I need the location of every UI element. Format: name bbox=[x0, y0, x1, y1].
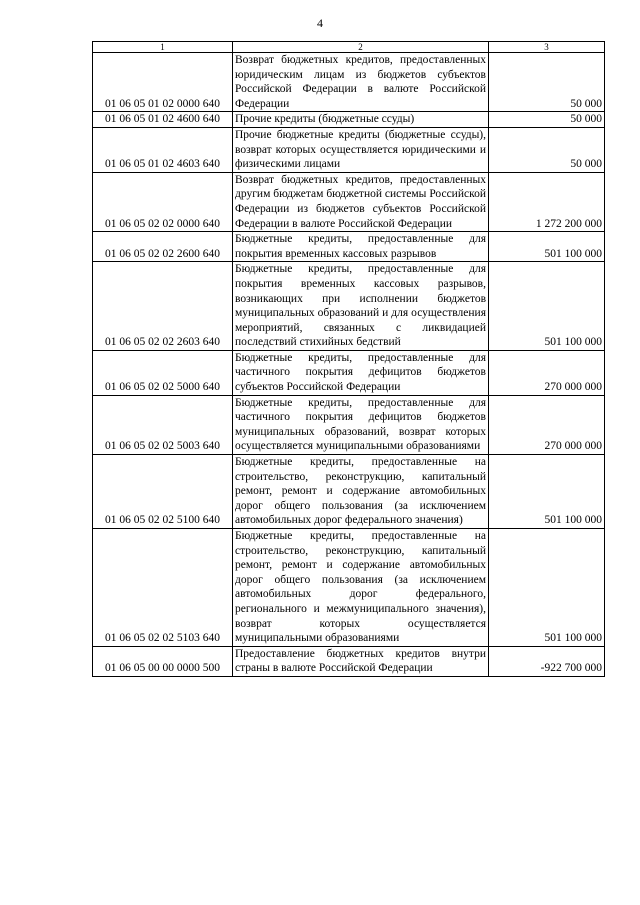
row-code: 01 06 05 02 02 2603 640 bbox=[93, 262, 233, 351]
budget-table bbox=[92, 41, 605, 677]
page-number: 4 bbox=[317, 16, 323, 30]
table-row bbox=[93, 529, 605, 647]
row-code: 01 06 05 00 00 0000 500 bbox=[93, 646, 233, 676]
row-code: 01 06 05 01 02 0000 640 bbox=[93, 53, 233, 112]
row-amount: 501 100 000 bbox=[489, 455, 605, 529]
row-amount: 501 100 000 bbox=[489, 232, 605, 262]
row-amount: 501 100 000 bbox=[489, 529, 605, 647]
row-code: 01 06 05 02 02 0000 640 bbox=[93, 172, 233, 231]
header-col-2: 2 bbox=[233, 42, 489, 53]
row-code: 01 06 05 01 02 4603 640 bbox=[93, 127, 233, 172]
row-code: 01 06 05 01 02 4600 640 bbox=[93, 112, 233, 128]
row-code: 01 06 05 02 02 5000 640 bbox=[93, 350, 233, 395]
row-description: Бюджетные кредиты, предоставленные для покрытия временных кассовых разрывов, возникающих при исполнении бюджетов муниципальных образований и для осуществления мероприятий, связанных с ликвидацией последствий стихийных бедствий bbox=[233, 262, 489, 351]
table-row bbox=[93, 455, 605, 529]
table-row bbox=[93, 646, 605, 676]
row-amount: 1 272 200 000 bbox=[489, 172, 605, 231]
table-row bbox=[93, 350, 605, 395]
table-row bbox=[93, 262, 605, 351]
row-description: Бюджетные кредиты, предоставленные на строительство, реконструкцию, капитальный ремонт, ремонт и содержание автомобильных дорог общего пользования (за исключением автомобильных дорог федерального, регионального и межмуниципального значения), возврат которых осуществляется муниципальными образованиями bbox=[233, 529, 489, 647]
row-amount: 50 000 bbox=[489, 127, 605, 172]
row-amount: 501 100 000 bbox=[489, 262, 605, 351]
table-row bbox=[93, 172, 605, 231]
header-col-1: 1 bbox=[93, 42, 233, 53]
table-row bbox=[93, 127, 605, 172]
row-description: Бюджетные кредиты, предоставленные на строительство, реконструкцию, капитальный ремонт, ремонт и содержание автомобильных дорог общего пользования (за исключением автомобильных дорог федерального значения) bbox=[233, 455, 489, 529]
row-amount: 270 000 000 bbox=[489, 395, 605, 454]
table-row bbox=[93, 53, 605, 112]
row-description: Прочие бюджетные кредиты (бюджетные ссуды), возврат которых осуществляется юридическими и физическими лицами bbox=[233, 127, 489, 172]
row-amount: -922 700 000 bbox=[489, 646, 605, 676]
row-code: 01 06 05 02 02 5003 640 bbox=[93, 395, 233, 454]
row-code: 01 06 05 02 02 2600 640 bbox=[93, 232, 233, 262]
row-description: Прочие кредиты (бюджетные ссуды) bbox=[233, 112, 489, 128]
row-description: Бюджетные кредиты, предоставленные для частичного покрытия дефицитов бюджетов муниципальных образований, возврат которых осуществляется муниципальными образованиями bbox=[233, 395, 489, 454]
table-row bbox=[93, 112, 605, 128]
header-col-3: 3 bbox=[489, 42, 605, 53]
table-row bbox=[93, 395, 605, 454]
row-description: Бюджетные кредиты, предоставленные для покрытия временных кассовых разрывов bbox=[233, 232, 489, 262]
row-description: Возврат бюджетных кредитов, предоставленных юридическим лицам из бюджетов субъектов Российской Федерации в валюте Российской Федерации bbox=[233, 53, 489, 112]
row-amount: 50 000 bbox=[489, 53, 605, 112]
row-description: Возврат бюджетных кредитов, предоставленных другим бюджетам бюджетной системы Российской Федерации из бюджетов субъектов Российской Федерации в валюте Российской Федерации bbox=[233, 172, 489, 231]
row-amount: 50 000 bbox=[489, 112, 605, 128]
row-amount: 270 000 000 bbox=[489, 350, 605, 395]
row-code: 01 06 05 02 02 5100 640 bbox=[93, 455, 233, 529]
row-description: Предоставление бюджетных кредитов внутри страны в валюте Российской Федерации bbox=[233, 646, 489, 676]
table-row bbox=[93, 232, 605, 262]
row-description: Бюджетные кредиты, предоставленные для частичного покрытия дефицитов бюджетов субъектов Российской Федерации bbox=[233, 350, 489, 395]
header-row bbox=[93, 42, 605, 53]
row-code: 01 06 05 02 02 5103 640 bbox=[93, 529, 233, 647]
